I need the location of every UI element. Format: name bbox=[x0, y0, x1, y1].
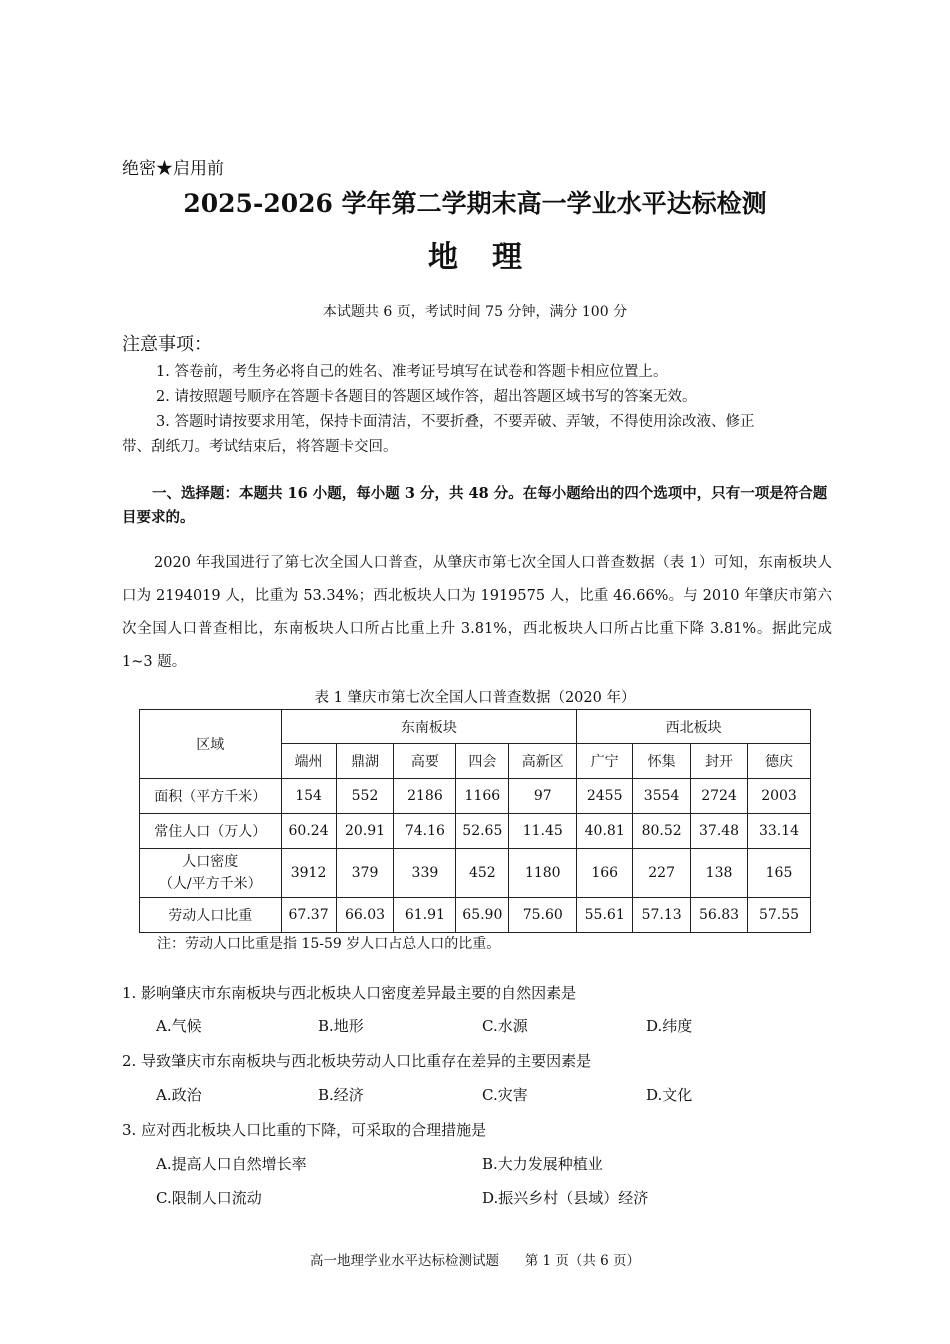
table-cell: 165 bbox=[748, 849, 811, 898]
district-header: 广宁 bbox=[577, 744, 633, 779]
table-cell: 1166 bbox=[456, 779, 509, 814]
row-label: 面积（平方千米） bbox=[140, 779, 282, 814]
question-2-option-a: A.政治 bbox=[156, 1086, 202, 1104]
exam-meta: 本试题共 6 页，考试时间 75 分钟，满分 100 分 bbox=[322, 304, 628, 320]
district-header: 怀集 bbox=[633, 744, 691, 779]
row-label bbox=[140, 849, 282, 898]
question-1-option-b: B.地形 bbox=[318, 1017, 364, 1035]
table-cell: 33.14 bbox=[748, 814, 811, 849]
table-cell: 2186 bbox=[394, 779, 456, 814]
question-2-option-d: D.文化 bbox=[646, 1086, 693, 1104]
table-cell: 138 bbox=[691, 849, 748, 898]
question-1-option-a: A.气候 bbox=[156, 1017, 202, 1035]
question-3-stem: 3. 应对西北板块人口比重的下降，可采取的合理措施是 bbox=[122, 1121, 487, 1139]
notice-item-2: 2. 请按照题号顺序在答题卡各题目的答题区域作答，超出答题区域书写的答案无效。 bbox=[156, 389, 697, 405]
table-cell: 552 bbox=[336, 779, 394, 814]
notice-item-3: 3. 答题时请按要求用笔，保持卡面清洁，不要折叠，不要弄破、弄皱，不得使用涂改液、修正 bbox=[156, 414, 755, 430]
section-heading: 一、选择题：本题共 16 小题，每小题 3 分，共 48 分。在每小题给出的四个选项中，只有一项是符合题目要求的。 bbox=[122, 485, 828, 526]
table-cell: 339 bbox=[394, 849, 456, 898]
table-note: 注：劳动人口比重是指 15-59 岁人口占总人口的比重。 bbox=[157, 936, 501, 952]
table-cell: 57.55 bbox=[748, 898, 811, 933]
table-row-labor bbox=[140, 898, 811, 933]
table-cell: 2455 bbox=[577, 779, 633, 814]
table-cell: 2003 bbox=[748, 779, 811, 814]
passage: 2020 年我国进行了第七次全国人口普查，从肇庆市第七次全国人口普查数据（表 1）可知，东南板块人口为 2194019 人，比重为 53.34%；西北板块人口为 1919575 人，比重 46.66%。与 2010 年肇庆市第六次全国人口普查相比，东南板块人口所占比重上升 3.81%，西北板块人口所占比重下降 3.81%。据此完成 1~3 题。 bbox=[122, 555, 832, 670]
row-label-line1: 人口密度 bbox=[182, 854, 239, 870]
table-cell: 20.91 bbox=[336, 814, 394, 849]
table-cell: 67.37 bbox=[281, 898, 336, 933]
table-cell: 2724 bbox=[691, 779, 748, 814]
row-label: 劳动人口比重 bbox=[140, 898, 282, 933]
table-cell: 60.24 bbox=[281, 814, 336, 849]
table-row-density bbox=[140, 849, 811, 898]
census-table bbox=[139, 709, 811, 933]
exam-title: 2025-2026 学年第二学期末高一学业水平达标检测 bbox=[183, 189, 767, 218]
table-cell: 65.90 bbox=[456, 898, 509, 933]
question-2-option-c: C.灾害 bbox=[482, 1086, 528, 1104]
question-3-option-a: A.提高人口自然增长率 bbox=[156, 1155, 307, 1173]
table-cell: 55.61 bbox=[577, 898, 633, 933]
notice-item-3-cont: 带、刮纸刀。考试结束后，将答题卡交回。 bbox=[122, 439, 398, 455]
table-caption: 表 1 肇庆市第七次全国人口普查数据（2020 年） bbox=[314, 690, 636, 706]
table-row-area bbox=[140, 779, 811, 814]
question-2-stem: 2. 导致肇庆市东南板块与西北板块劳动人口比重存在差异的主要因素是 bbox=[122, 1052, 592, 1070]
table-cell: 97 bbox=[509, 779, 577, 814]
southeast-header: 东南板块 bbox=[281, 710, 577, 744]
question-3-option-b: B.大力发展种植业 bbox=[482, 1155, 603, 1173]
question-3-option-d: D.振兴乡村（县域）经济 bbox=[482, 1189, 649, 1207]
table-cell: 66.03 bbox=[336, 898, 394, 933]
district-header: 德庆 bbox=[748, 744, 811, 779]
question-1-option-c: C.水源 bbox=[482, 1017, 528, 1035]
district-header: 封开 bbox=[691, 744, 748, 779]
table-cell: 52.65 bbox=[456, 814, 509, 849]
table-cell: 154 bbox=[281, 779, 336, 814]
question-3-option-c: C.限制人口流动 bbox=[156, 1189, 262, 1207]
table-cell: 166 bbox=[577, 849, 633, 898]
table-cell: 379 bbox=[336, 849, 394, 898]
notice-title: 注意事项： bbox=[122, 334, 212, 355]
row-label-line2: （人/平方千米） bbox=[158, 876, 262, 892]
district-header: 高要 bbox=[394, 744, 456, 779]
table-cell: 57.13 bbox=[633, 898, 691, 933]
table-row-population bbox=[140, 814, 811, 849]
table-cell: 452 bbox=[456, 849, 509, 898]
page-footer: 高一地理学业水平达标检测试题 第 1 页（共 6 页） bbox=[309, 1253, 641, 1269]
district-header: 端州 bbox=[281, 744, 336, 779]
table-cell: 74.16 bbox=[394, 814, 456, 849]
question-1-option-d: D.纬度 bbox=[646, 1017, 693, 1035]
confidential-label: 绝密★启用前 bbox=[122, 159, 224, 179]
table-cell: 227 bbox=[633, 849, 691, 898]
table-cell: 11.45 bbox=[509, 814, 577, 849]
question-1-stem: 1. 影响肇庆市东南板块与西北板块人口密度差异最主要的自然因素是 bbox=[122, 984, 577, 1002]
question-2-option-b: B.经济 bbox=[318, 1086, 364, 1104]
table-cell: 3912 bbox=[281, 849, 336, 898]
row-label: 常住人口（万人） bbox=[140, 814, 282, 849]
district-header: 鼎湖 bbox=[336, 744, 394, 779]
table-cell: 1180 bbox=[509, 849, 577, 898]
region-header: 区域 bbox=[140, 710, 282, 779]
table-cell: 80.52 bbox=[633, 814, 691, 849]
table-cell: 56.83 bbox=[691, 898, 748, 933]
notice-item-1: 1. 答卷前，考生务必将自己的姓名、准考证号填写在试卷和答题卡相应位置上。 bbox=[156, 364, 668, 380]
table-cell: 40.81 bbox=[577, 814, 633, 849]
district-header: 四会 bbox=[456, 744, 509, 779]
northwest-header: 西北板块 bbox=[577, 710, 811, 744]
subject-title: 地理 bbox=[428, 240, 556, 275]
table-cell: 61.91 bbox=[394, 898, 456, 933]
district-header: 高新区 bbox=[509, 744, 577, 779]
table-cell: 37.48 bbox=[691, 814, 748, 849]
table-cell: 3554 bbox=[633, 779, 691, 814]
table-cell: 75.60 bbox=[509, 898, 577, 933]
